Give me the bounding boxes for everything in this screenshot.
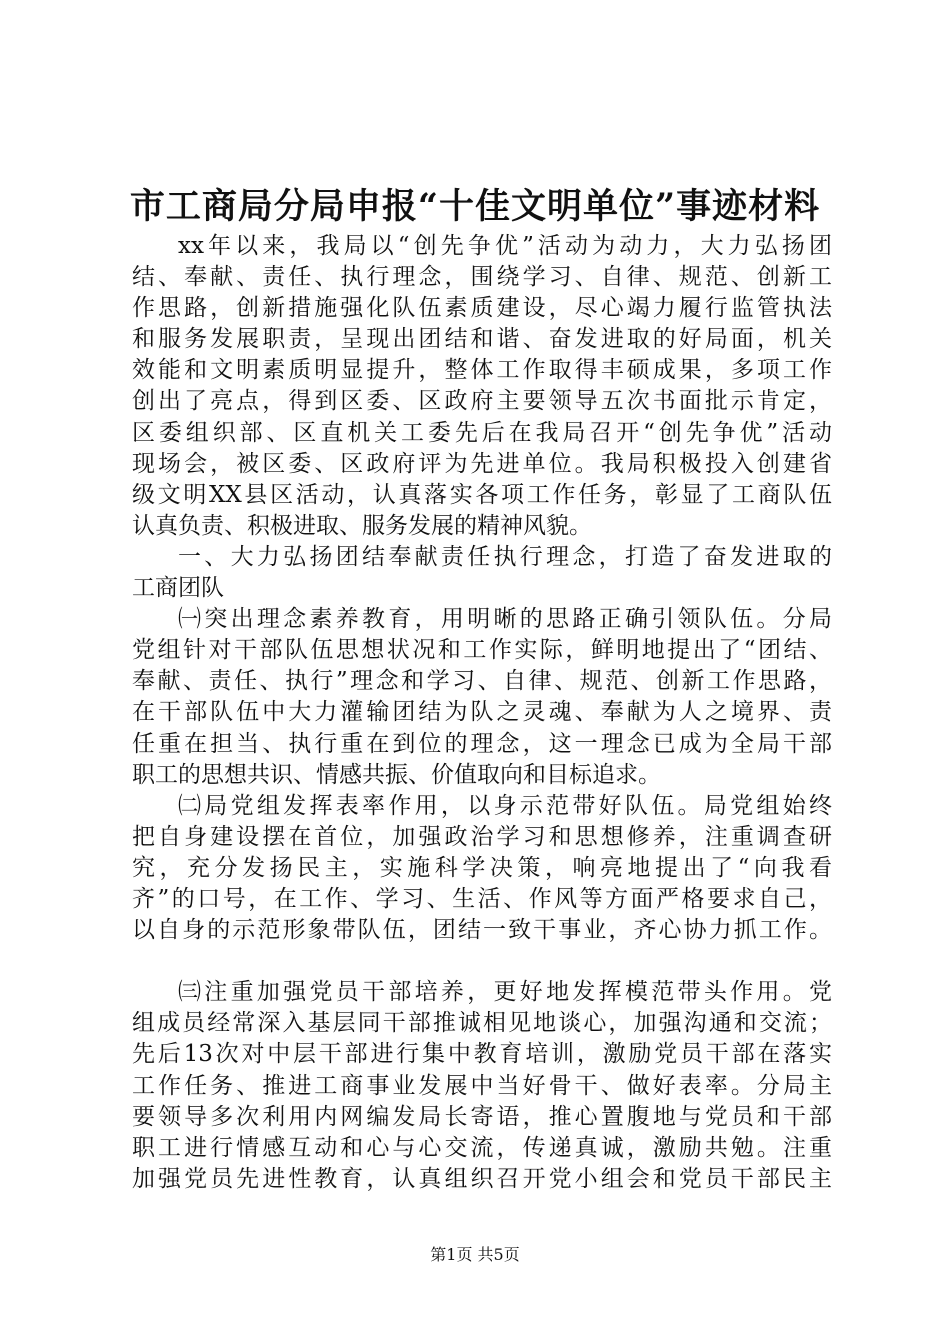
text-line: 在干部队伍中大力灌输团结为队之灵魂、奉献为人之境界、责 (132, 699, 832, 726)
text-line: 党组针对干部队伍思想状况和工作实际，鲜明地提出了“团结、 (132, 637, 832, 664)
text-line: 职工进行情感互动和心与心交流，传递真诚，激励共勉。注重 (132, 1134, 832, 1161)
text-line: 作思路，创新措施强化队伍素质建设，尽心竭力履行监管执法 (132, 295, 832, 322)
text-line: 任重在担当、执行重在到位的理念，这一理念已成为全局干部 (132, 730, 832, 757)
text-line: 职工的思想共识、情感共振、价值取向和目标追求。 (132, 761, 661, 788)
text-line: 组成员经常深入基层同干部推诚相见地谈心，加强沟通和交流； (132, 1010, 832, 1037)
text-line: 以自身的示范形象带队伍，团结一致干事业，齐心协力抓工作。 (132, 917, 832, 944)
text-line: 究，充分发扬民主，实施科学决策，响亮地提出了“向我看 (132, 854, 832, 881)
text-line: 结、奉献、责任、执行理念，围绕学习、自律、规范、创新工 (132, 264, 832, 291)
text-line: 要领导多次利用内网编发局长寄语，推心置腹地与党员和干部 (132, 1103, 832, 1130)
document-body (132, 231, 832, 1195)
text-line: 齐”的口号，在工作、学习、生活、作风等方面严格要求自己， (132, 885, 832, 912)
text-line: ㈠突出理念素养教育，用明晰的思路正确引领队伍。分局 (178, 606, 832, 633)
text-line: 创出了亮点，得到区委、区政府主要领导五次书面批示肯定， (132, 388, 832, 415)
text-line: 先后13次对中层干部进行集中教育培训，激励党员干部在落实 (132, 1041, 832, 1068)
text-line: xx年以来，我局以“创先争优”活动为动力，大力弘扬团 (178, 233, 832, 259)
section-heading: 工商团队 (132, 575, 224, 602)
text-line: ㈢注重加强党员干部培养，更好地发挥模范带头作用。党 (178, 979, 832, 1006)
text-line: 现场会，被区委、区政府评为先进单位。我局积极投入创建省 (132, 450, 832, 477)
text-line: 级文明XX县区活动，认真落实各项工作任务，彰显了工商队伍 (132, 481, 832, 508)
text-line: ㈡局党组发挥表率作用，以身示范带好队伍。局党组始终 (178, 792, 832, 819)
text-line: 工作任务、推进工商事业发展中当好骨干、做好表率。分局主 (132, 1072, 832, 1099)
text-line: 认真负责、积极进取、服务发展的精神风貌。 (132, 512, 592, 539)
text-line: 和服务发展职责，呈现出团结和谐、奋发进取的好局面，机关 (132, 326, 832, 353)
text-line: 效能和文明素质明显提升，整体工作取得丰硕成果，多项工作 (132, 357, 832, 384)
text-line: 奉献、责任、执行”理念和学习、自律、规范、创新工作思路， (132, 668, 832, 695)
text-line: 把自身建设摆在首位，加强政治学习和思想修养，注重调查研 (132, 823, 832, 850)
document-title: 市工商局分局申报“十佳文明单位”事迹材料 (129, 186, 821, 227)
page-footer: 第1页 共5页 (430, 1245, 520, 1264)
text-line: 区委组织部、区直机关工委先后在我局召开“创先争优”活动 (132, 419, 832, 446)
section-heading: 一、大力弘扬团结奉献责任执行理念，打造了奋发进取的 (178, 543, 832, 570)
paragraph-gap (132, 946, 832, 977)
text-line: 加强党员先进性教育，认真组织召开党小组会和党员干部民主 (132, 1165, 832, 1192)
